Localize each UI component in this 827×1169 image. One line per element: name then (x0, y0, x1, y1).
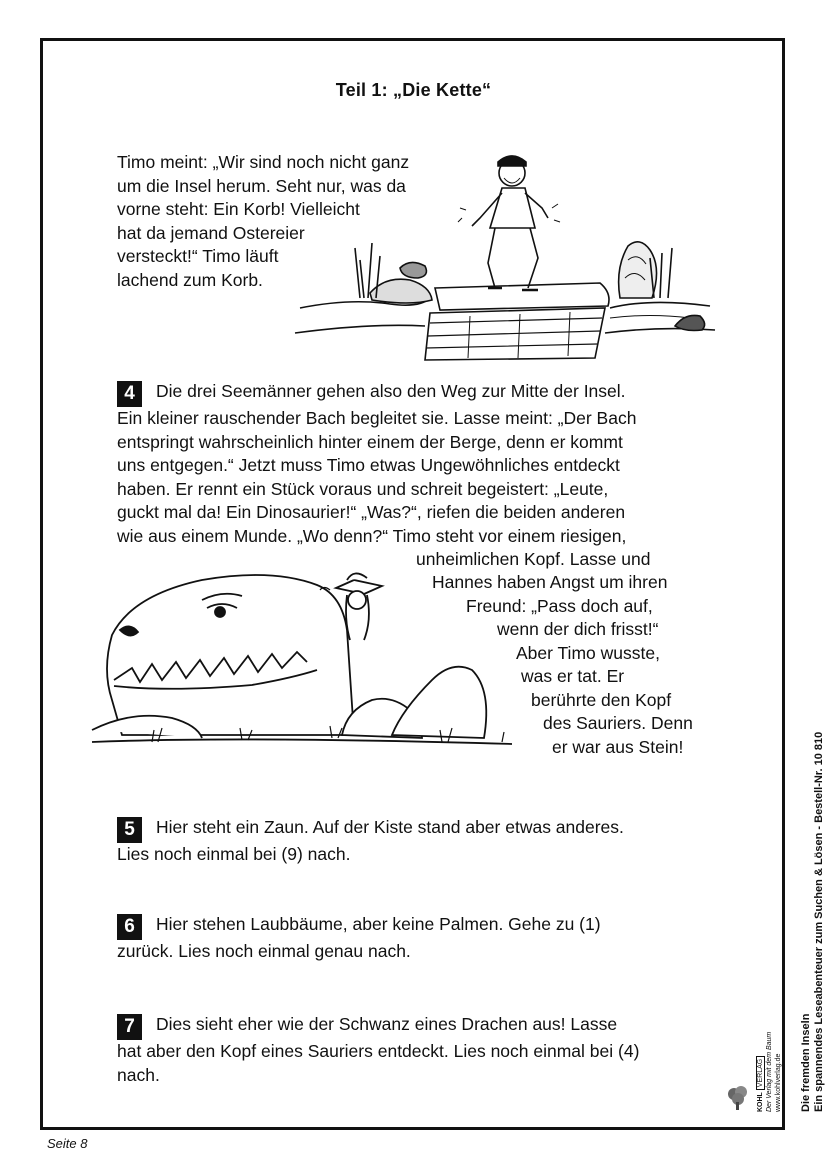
intro-line: lachend zum Korb. (117, 269, 263, 290)
book-title: Die fremden Inseln (800, 1013, 812, 1112)
section-7 (117, 1013, 639, 1087)
page-title: Teil 1: „Die Kette“ (335, 80, 492, 100)
section-number-5: 5 (117, 817, 142, 843)
section-6 (117, 913, 601, 964)
section-line: Ein kleiner rauschender Bach begleitet sie. Lasse meint: „Der Bach (117, 408, 637, 428)
section-4-wrap-line: er war aus Stein! (552, 737, 684, 757)
section-4-wrap-line: berührte den Kopf (531, 690, 672, 710)
section-line: haben. Er rennt ein Stück voraus und schreit begeistert: „Leute, (117, 478, 609, 499)
section-4-wrap-line: Aber Timo wusste, (516, 643, 660, 663)
intro-line: vorne steht: Ein Korb! Vielleicht (117, 199, 360, 219)
stone-dinosaur-illustration (92, 560, 532, 760)
section-line: nach. (117, 1064, 160, 1085)
publisher-tag: VERLAG (756, 1056, 765, 1090)
section-4-wrap-line: was er tat. Er (521, 666, 625, 686)
section-4-wrap-line: des Sauriers. Denn (543, 713, 693, 733)
intro-line: Timo meint: „Wir sind noch nicht ganz (117, 152, 410, 172)
intro-line: hat da jemand Ostereier (117, 222, 305, 243)
tree-logo-icon (726, 1084, 750, 1112)
section-4-wrap-line: wenn der dich frisst!“ (497, 619, 659, 639)
section-line: Die drei Seemänner gehen also den Weg zur Mitte der Insel. (156, 381, 626, 401)
publisher-logo (756, 1032, 783, 1112)
section-line: Hier stehen Laubbäume, aber keine Palmen. Gehe zu (1) (156, 914, 601, 934)
publisher-name: KOHL (757, 1092, 764, 1112)
timo-bridge-illustration (290, 148, 720, 363)
book-subtitle: Ein spannendes Leseabenteuer zum Suchen & Lösen - Bestell-Nr. 10 810 (813, 731, 825, 1112)
section-number-7: 7 (117, 1014, 142, 1040)
section-line: Dies sieht eher wie der Schwanz eines Drachen aus! Lasse (156, 1014, 618, 1034)
page-number: Seite 8 (47, 1136, 88, 1151)
section-5 (117, 816, 624, 867)
publisher-url[interactable]: www.kohlverlag.de (775, 1053, 782, 1112)
section-line: wie aus einem Munde. „Wo denn?“ Timo steht vor einem riesigen, (117, 525, 627, 546)
section-line: Hier steht ein Zaun. Auf der Kiste stand aber etwas anderes. (156, 817, 624, 837)
section-4-wrap-line: unheimlichen Kopf. Lasse und (416, 549, 651, 569)
section-number-6: 6 (117, 914, 142, 940)
book-info-sidebar (800, 732, 826, 1112)
intro-line: um die Insel herum. Seht nur, was da (117, 175, 406, 196)
section-4 (117, 380, 636, 548)
section-line: Lies noch einmal bei (9) nach. (117, 844, 351, 864)
section-line: entspringt wahrscheinlich hinter einem der Berge, denn er kommt (117, 431, 623, 452)
section-line: uns entgegen.“ Jetzt muss Timo etwas Ungewöhnliches entdeckt (117, 455, 620, 475)
section-4-wrap-line: Hannes haben Angst um ihren (432, 572, 668, 592)
section-line: guckt mal da! Ein Dinosaurier!“ „Was?“, riefen die beiden anderen (117, 502, 626, 522)
intro-line: versteckt!“ Timo läuft (117, 246, 279, 266)
section-line: hat aber den Kopf eines Sauriers entdeckt. Lies noch einmal bei (4) (117, 1041, 640, 1061)
publisher-slogan: Der Verlag mit dem Baum (766, 1031, 773, 1112)
section-line: zurück. Lies noch einmal genau nach. (117, 941, 411, 961)
section-number-4: 4 (117, 381, 142, 407)
section-4-wrap-line: Freund: „Pass doch auf, (466, 596, 653, 616)
